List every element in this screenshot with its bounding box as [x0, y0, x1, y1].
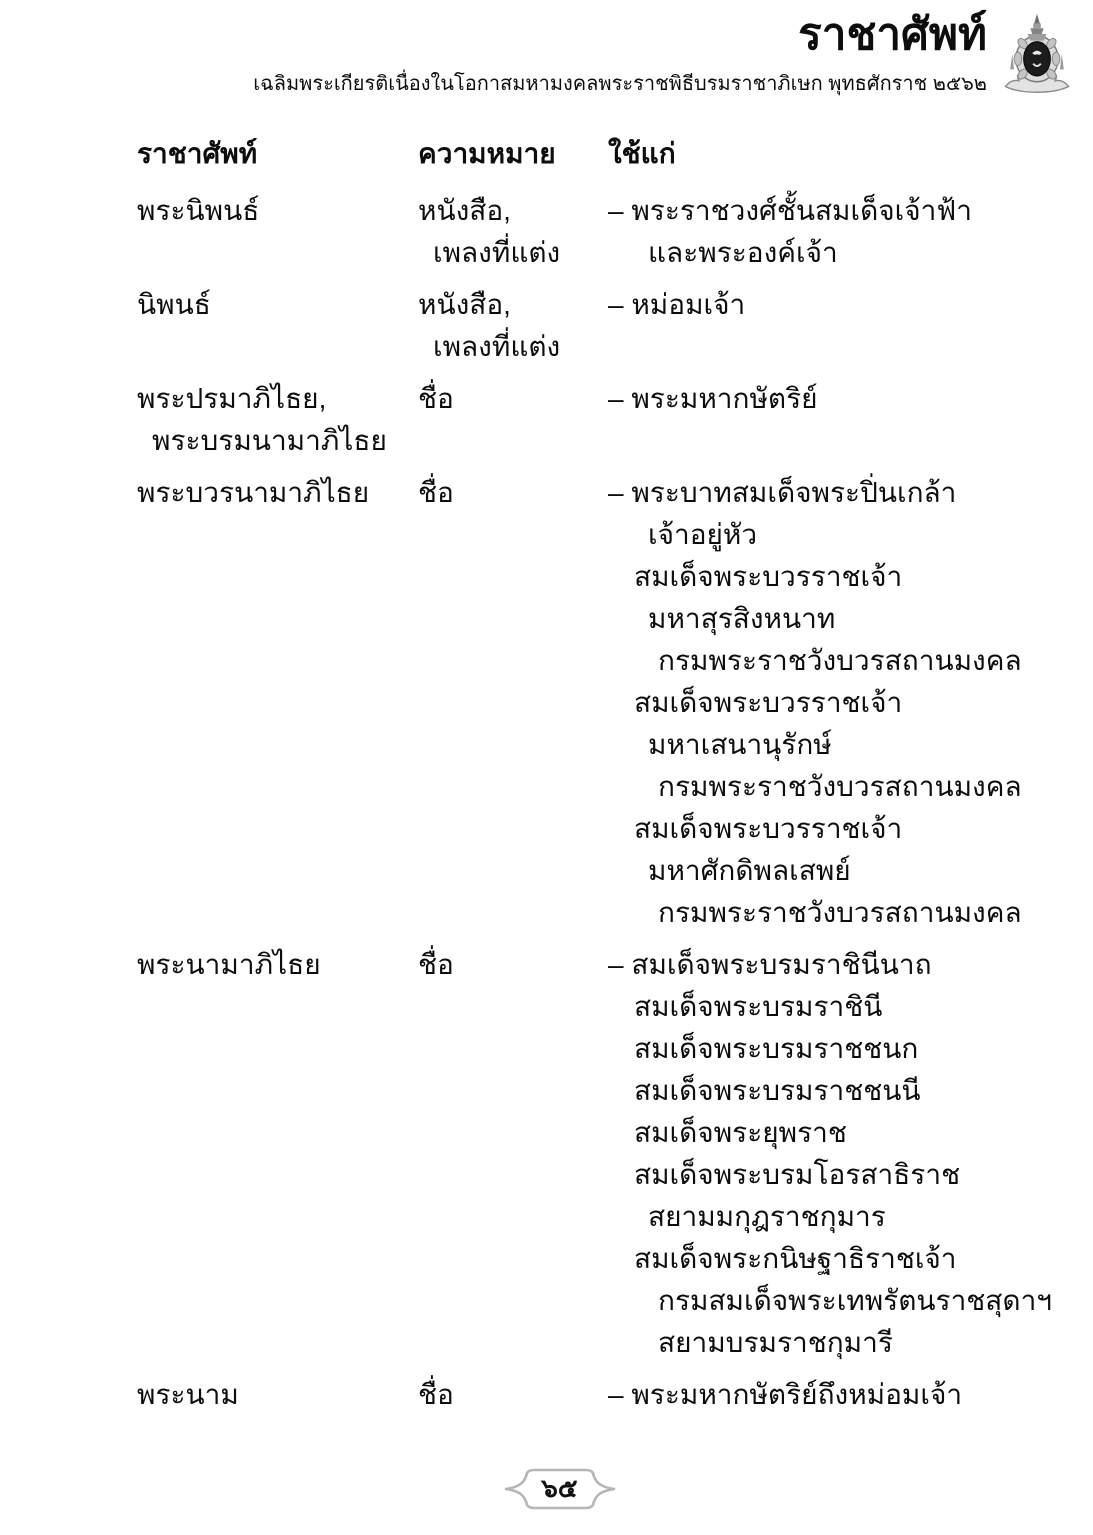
cell-meaning	[418, 472, 608, 934]
text-line: ชื่อ	[418, 477, 454, 508]
cell-meaning	[418, 190, 608, 274]
royal-coronation-emblem-icon	[994, 12, 1080, 98]
cell-term	[137, 190, 418, 274]
text-line: ชื่อ	[418, 949, 454, 980]
text-line: กรมสมเด็จพระเทพรัตนราชสุดาฯ	[658, 1285, 1053, 1316]
page-number-ornament	[504, 1465, 616, 1513]
text-line: มหาศักดิพลเสพย์	[648, 855, 851, 886]
page-title: ราชาศัพท์	[798, 10, 987, 59]
table-row	[137, 1374, 1003, 1416]
text-line: เพลงที่แต่ง	[433, 331, 561, 362]
text-line: สมเด็จพระบวรราชเจ้า	[634, 561, 903, 592]
text-line: เพลงที่แต่ง	[433, 237, 561, 268]
table-row	[137, 944, 1053, 1364]
table-row	[137, 472, 1022, 934]
cell-usage	[608, 472, 1022, 934]
page-number: ๖๕	[541, 1472, 578, 1503]
cell-meaning	[418, 378, 608, 462]
text-line: พระบรมนามาภิไธย	[152, 425, 387, 456]
text-line: สมเด็จพระบรมราชชนก	[634, 1033, 919, 1064]
text-line: สยามบรมราชกุมารี	[658, 1327, 893, 1358]
text-line: เจ้าอยู่หัว	[648, 519, 758, 550]
cell-meaning	[418, 1374, 608, 1416]
text-line: พระบวรนามาภิไธย	[137, 477, 370, 508]
text-line: – หม่อมเจ้า	[608, 289, 746, 320]
text-line: กรมพระราชวังบวรสถานมงคล	[658, 897, 1022, 928]
text-line: ชื่อ	[418, 383, 454, 414]
page-subtitle: เฉลิมพระเกียรติเนื่องในโอกาสมหามงคลพระราชพิธีบรมราชาภิเษก พุทธศักราช ๒๕๖๒	[253, 73, 987, 95]
text-line: สมเด็จพระยุพราช	[634, 1117, 847, 1148]
table-row	[137, 284, 1003, 368]
glossary-table	[137, 133, 1053, 1426]
cell-usage	[608, 190, 1003, 274]
text-line: สมเด็จพระบรมโอรสาธิราช	[634, 1159, 961, 1190]
cell-meaning	[418, 944, 608, 1364]
cell-meaning	[418, 284, 608, 368]
table-body	[137, 190, 1053, 1416]
cell-usage	[608, 944, 1053, 1364]
cell-term	[137, 284, 418, 368]
text-line: หนังสือ,	[418, 289, 511, 320]
text-line: กรมพระราชวังบวรสถานมงคล	[658, 645, 1022, 676]
text-line: และพระองค์เจ้า	[648, 237, 838, 268]
column-header-meaning	[418, 133, 608, 175]
text-line: – พระบาทสมเด็จพระปิ่นเกล้า	[608, 477, 957, 508]
column-header-label: ใช้แก่	[608, 138, 676, 169]
text-line: นิพนธ์	[137, 289, 211, 320]
text-line: พระนามาภิไธย	[137, 949, 321, 980]
cell-term	[137, 1374, 418, 1416]
text-line: สยามมกุฎราชกุมาร	[648, 1201, 886, 1232]
text-line: สมเด็จพระกนิษฐาธิราชเจ้า	[634, 1243, 957, 1274]
text-line: สมเด็จพระบวรราชเจ้า	[634, 687, 903, 718]
text-line: – พระมหากษัตริย์	[608, 383, 818, 414]
text-line: – พระราชวงศ์ชั้นสมเด็จเจ้าฟ้า	[608, 195, 972, 226]
text-line: – พระมหากษัตริย์ถึงหม่อมเจ้า	[608, 1379, 963, 1410]
table-row	[137, 378, 1003, 462]
page-header	[0, 0, 1093, 133]
text-line: สมเด็จพระบวรราชเจ้า	[634, 813, 903, 844]
cell-term	[137, 378, 418, 462]
text-line: มหาสุรสิงหนาท	[648, 603, 836, 634]
column-header-usage	[608, 133, 1003, 175]
text-line: สมเด็จพระบรมราชชนนี	[634, 1075, 921, 1106]
text-line: มหาเสนานุรักษ์	[648, 729, 832, 760]
text-line: ชื่อ	[418, 1379, 454, 1410]
text-line: พระปรมาภิไธย,	[137, 383, 327, 414]
column-header-label: ความหมาย	[418, 138, 556, 169]
text-line: กรมพระราชวังบวรสถานมงคล	[658, 771, 1022, 802]
cell-usage	[608, 1374, 1003, 1416]
cell-usage	[608, 284, 1003, 368]
text-line: สมเด็จพระบรมราชินี	[634, 991, 883, 1022]
text-line: พระนิพนธ์	[137, 195, 260, 226]
cell-term	[137, 472, 418, 934]
text-line: พระนาม	[137, 1379, 239, 1410]
table-row	[137, 190, 1003, 274]
table-header-row	[137, 133, 1003, 175]
cell-usage	[608, 378, 1003, 462]
column-header-label: ราชาศัพท์	[137, 138, 258, 169]
column-header-term	[137, 133, 418, 175]
cell-term	[137, 944, 418, 1364]
text-line: หนังสือ,	[418, 195, 511, 226]
text-line: – สมเด็จพระบรมราชินีนาถ	[608, 949, 932, 980]
